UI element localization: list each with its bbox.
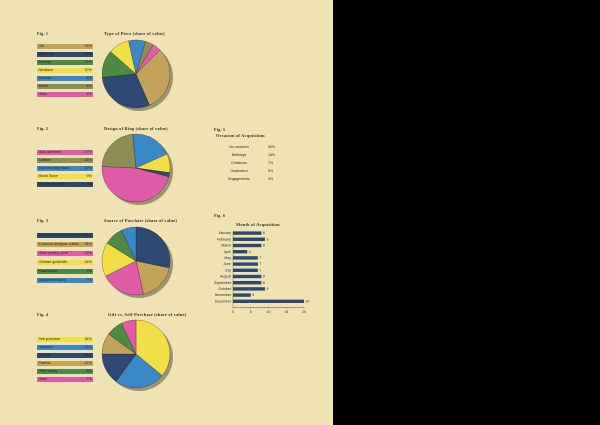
legend-label: Other jewelry store bbox=[38, 251, 68, 255]
legend-label: Bracelet bbox=[38, 76, 52, 80]
pie-slice-solitaire bbox=[102, 134, 136, 168]
legend-value: 4% bbox=[86, 84, 92, 88]
legend-value: 28% bbox=[84, 233, 92, 237]
legend-item-chinese-goldsmith bbox=[37, 260, 93, 265]
y-tick-label: May bbox=[224, 256, 231, 260]
table-cell-occasion: Graduation bbox=[230, 169, 248, 173]
fig6-label: Fig. 6 bbox=[214, 213, 226, 218]
legend-value: 9% bbox=[86, 174, 92, 178]
bar-may bbox=[233, 256, 258, 259]
legend-item-earrings bbox=[37, 60, 93, 65]
legend-item-parents bbox=[37, 361, 93, 366]
pie-slice-independent-specialty-jewelers bbox=[136, 227, 170, 268]
legend-label: Other bbox=[38, 377, 48, 381]
bar-july bbox=[233, 269, 258, 272]
fig3-title: Source of Purchase (share of value) bbox=[104, 218, 177, 223]
legend-value: 24% bbox=[84, 345, 92, 349]
legend-value: 4% bbox=[86, 92, 92, 96]
y-tick-label: January bbox=[218, 231, 231, 236]
data-label: 9 bbox=[266, 237, 269, 242]
bar-february bbox=[233, 238, 265, 241]
data-label: 4 bbox=[248, 249, 251, 254]
legend-item-multi-diamond bbox=[37, 150, 93, 155]
bar-december bbox=[233, 300, 304, 303]
legend-item-mixed-stone bbox=[37, 174, 93, 179]
fig4-title: Gift vs. Self-Purchase (share of value) bbox=[108, 312, 187, 317]
y-tick-label: March bbox=[221, 243, 231, 248]
legend-label: Parents bbox=[38, 361, 51, 365]
data-label: 9 bbox=[266, 287, 269, 291]
data-label: 8 bbox=[262, 280, 265, 285]
legend-item-other-jewelry-store bbox=[37, 251, 93, 256]
y-tick-label: July bbox=[224, 268, 231, 273]
legend-label: Mixed Stone bbox=[38, 174, 58, 178]
fig6-title: Month of Acquisition bbox=[236, 222, 280, 227]
legend-value: 22% bbox=[84, 158, 92, 162]
fig2-pie-chart bbox=[100, 132, 182, 210]
legend-item-other bbox=[37, 92, 93, 97]
fig2-title: Design of Ring (share of value) bbox=[104, 126, 168, 131]
legend-label: Diamond only band bbox=[38, 166, 69, 170]
legend-value: 18% bbox=[84, 242, 92, 246]
legend-label: Other family bbox=[38, 369, 58, 373]
legend-item-pawnbroker bbox=[37, 269, 93, 274]
legend-item-self-purchase bbox=[37, 337, 93, 342]
y-tick-label: August bbox=[220, 274, 231, 279]
legend-value: 9% bbox=[86, 269, 92, 273]
legend-value: 13% bbox=[84, 60, 92, 64]
fig1-title: Type of Piece (share of value) bbox=[104, 31, 165, 36]
legend-label: Gift bbox=[38, 44, 44, 48]
legend-value: 47% bbox=[84, 150, 92, 154]
legend-item-gift bbox=[37, 44, 93, 49]
legend-value: 7% bbox=[86, 278, 92, 282]
bar-april bbox=[233, 250, 247, 253]
legend-item-other bbox=[37, 377, 93, 382]
fig6-bar-chart bbox=[206, 228, 324, 320]
legend-label: Pawnbroker bbox=[38, 269, 58, 273]
y-tick-label: June bbox=[223, 262, 231, 267]
table-cell-share: 7% bbox=[268, 161, 274, 165]
bar-january bbox=[233, 231, 261, 234]
fig3-label: Fig. 3 bbox=[37, 218, 49, 223]
table-cell-occasion: Christmas bbox=[231, 161, 247, 165]
legend-item-diamond-only-band bbox=[37, 166, 93, 171]
y-tick-label: December bbox=[214, 299, 231, 304]
legend-label: Independent specialty jewelers bbox=[38, 233, 87, 237]
legend-item-bracelet bbox=[37, 76, 93, 81]
x-tick-label: 10 bbox=[266, 309, 271, 314]
x-tick-label: 20 bbox=[302, 309, 306, 314]
y-tick-label: October bbox=[218, 287, 231, 291]
legend-item-friends bbox=[37, 353, 93, 358]
y-tick-label: September bbox=[213, 280, 231, 285]
legend-value: 36% bbox=[84, 337, 92, 341]
legend-label: Non-diamond Bks bbox=[38, 182, 67, 186]
legend-label: Earrings bbox=[38, 60, 52, 64]
legend-label: Self-purchase bbox=[38, 337, 61, 341]
legend-value: 8% bbox=[86, 76, 92, 80]
legend-label: Other bbox=[38, 92, 48, 96]
data-label: 7 bbox=[259, 268, 262, 273]
legend-item-watch bbox=[37, 84, 93, 89]
fig1-pie-chart bbox=[100, 38, 182, 116]
table-cell-share: 60% bbox=[268, 145, 276, 149]
table-cell-share: 18% bbox=[268, 153, 276, 157]
fig3-pie-chart bbox=[100, 225, 182, 303]
data-label: 8 bbox=[262, 231, 265, 236]
legend-value: 2% bbox=[86, 182, 92, 186]
table-cell-share: 3% bbox=[268, 177, 274, 181]
data-label: 20 bbox=[305, 299, 310, 304]
legend-item-necklace bbox=[37, 68, 93, 73]
legend-label: Multi-diamond bbox=[38, 150, 61, 154]
legend-value: 16% bbox=[84, 260, 92, 264]
fig5-title: Occasion of Acquisition bbox=[216, 133, 265, 138]
legend-label: Other ring bbox=[38, 52, 55, 56]
legend-item-exclusive-designer-outlets bbox=[37, 242, 93, 247]
legend-label: Solitaire bbox=[38, 158, 52, 162]
legend-value: 7% bbox=[86, 377, 92, 381]
bar-october bbox=[233, 287, 265, 290]
data-label: 8 bbox=[262, 274, 265, 279]
data-label: 7 bbox=[259, 262, 262, 267]
legend-label: Department store bbox=[38, 278, 66, 282]
y-tick-label: November bbox=[214, 293, 231, 298]
bar-september bbox=[233, 281, 261, 284]
legend-value: 21% bbox=[84, 251, 92, 255]
fig1-label: Fig. 1 bbox=[37, 31, 49, 36]
legend-value: 10% bbox=[84, 361, 92, 365]
legend-item-independent-specialty-jewelers bbox=[37, 233, 93, 238]
legend-label: Exclusive designer outlets bbox=[38, 242, 79, 246]
bar-november bbox=[233, 293, 251, 296]
legend-item-other-ring bbox=[37, 52, 93, 57]
legend-value: 31% bbox=[84, 44, 92, 48]
table-cell-occasion: No occasion bbox=[229, 145, 249, 149]
bar-august bbox=[233, 275, 261, 278]
fig2-label: Fig. 2 bbox=[37, 126, 49, 131]
legend-item-department-store bbox=[37, 278, 93, 283]
legend-item-husband bbox=[37, 345, 93, 350]
legend-label: Husband bbox=[38, 345, 53, 349]
table-cell-share: 5% bbox=[268, 169, 274, 173]
legend-value: 8% bbox=[86, 369, 92, 373]
y-tick-label: April bbox=[223, 249, 231, 254]
legend-label: Friends bbox=[38, 353, 51, 357]
data-label: 8 bbox=[262, 243, 265, 248]
x-tick-label: 0 bbox=[232, 309, 234, 314]
fig4-pie-chart bbox=[100, 318, 182, 396]
legend-item-non-diamond-bks bbox=[37, 182, 93, 187]
legend-value: 15% bbox=[84, 353, 92, 357]
legend-item-other-family bbox=[37, 369, 93, 374]
bar-june bbox=[233, 262, 258, 265]
fig5-label: Fig. 5 bbox=[214, 127, 226, 132]
legend-value: 30% bbox=[84, 52, 92, 56]
x-tick-label: 15 bbox=[284, 309, 289, 314]
legend-label: Chinese goldsmith bbox=[38, 260, 68, 264]
legend-value: 10% bbox=[84, 68, 92, 72]
x-tick-label: 5 bbox=[249, 309, 252, 314]
data-label: 7 bbox=[259, 256, 262, 260]
table-cell-occasion: Birthdays bbox=[231, 153, 247, 157]
legend-label: Necklace bbox=[38, 68, 53, 72]
table-cell-occasion: Engagements bbox=[228, 177, 250, 181]
data-label: 5 bbox=[252, 293, 255, 298]
bar-march bbox=[233, 244, 261, 247]
fig4-label: Fig. 4 bbox=[37, 312, 49, 317]
legend-value: 20% bbox=[84, 166, 92, 170]
legend-label: Watch bbox=[38, 84, 49, 88]
legend-item-solitaire bbox=[37, 158, 93, 163]
y-tick-label: February bbox=[216, 237, 231, 242]
